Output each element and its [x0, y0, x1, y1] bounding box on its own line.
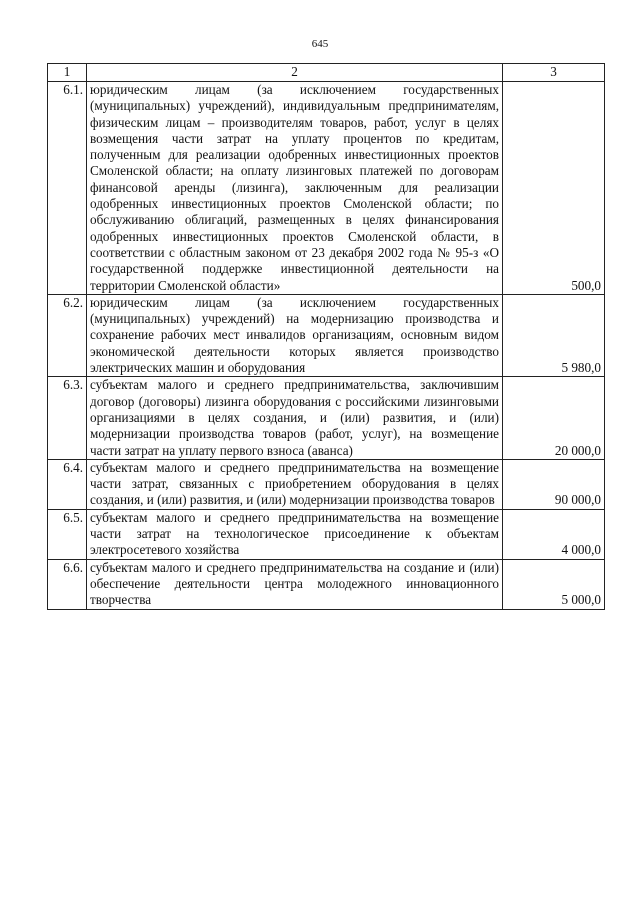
budget-table — [47, 63, 605, 610]
row-amount: 4 000,0 — [503, 509, 605, 559]
row-number: 6.3. — [48, 377, 87, 459]
table-header-row — [48, 64, 605, 82]
row-number: 6.6. — [48, 559, 87, 609]
row-amount: 500,0 — [503, 82, 605, 295]
row-description: субъектам малого и среднего предпринимательства, заключившим договор (договоры) лизинга оборудования с российскими лизинговыми организациями в целях создания, и (или) развития, и (или) модернизации производства товаров (работ, услуг), на возмещение части затрат на уплату первого взноса (аванса) — [87, 377, 503, 459]
row-amount: 5 000,0 — [503, 559, 605, 609]
table-row — [48, 377, 605, 459]
row-description: субъектам малого и среднего предпринимательства на возмещение части затрат, связанных с приобретением оборудования в целях создания, и (или) развития, и (или) модернизации производства товаров — [87, 459, 503, 509]
row-number: 6.2. — [48, 294, 87, 376]
row-number: 6.4. — [48, 459, 87, 509]
row-number: 6.5. — [48, 509, 87, 559]
table-row — [48, 82, 605, 295]
row-description: юридическим лицам (за исключением государственных (муниципальных) учреждений) на модернизацию производства и сохранение рабочих мест инвалидов организациям, основным видом экономической деятельности которых является производство электрических машин и оборудования — [87, 294, 503, 376]
table-row — [48, 559, 605, 609]
table-row — [48, 459, 605, 509]
column-header-3: 3 — [503, 64, 605, 82]
table-row — [48, 509, 605, 559]
row-amount: 90 000,0 — [503, 459, 605, 509]
column-header-2: 2 — [87, 64, 503, 82]
row-description: субъектам малого и среднего предпринимательства на возмещение части затрат на технологическое присоединение к объектам электросетевого хозяйства — [87, 509, 503, 559]
table-row — [48, 294, 605, 376]
column-header-1: 1 — [48, 64, 87, 82]
row-amount: 5 980,0 — [503, 294, 605, 376]
row-number: 6.1. — [48, 82, 87, 295]
row-description: юридическим лицам (за исключением государственных (муниципальных) учреждений), индивидуальным предпринимателям, физическим лицам – производителям товаров, работ, услуг в целях возмещения части затрат на уплату процентов по кредитам, полученным для реализации одобренных инвестиционных проектов Смоленской области; на оплату лизинговых платежей по договорам финансовой аренды (лизинга), заключенным для реализации одобренных инвестиционных проектов Смоленской области; по обслуживанию облигаций, размещенных в целях финансирования одобренных инвестиционных проектов Смоленской области, в соответствии с областным законом от 23 декабря 2002 года № 95-з «О государственной поддержке инвестиционной деятельности на территории Смоленской области» — [87, 82, 503, 295]
page-number: 645 — [311, 38, 329, 50]
row-amount: 20 000,0 — [503, 377, 605, 459]
row-description: субъектам малого и среднего предпринимательства на создание и (или) обеспечение деятельности центра молодежного инновационного творчества — [87, 559, 503, 609]
